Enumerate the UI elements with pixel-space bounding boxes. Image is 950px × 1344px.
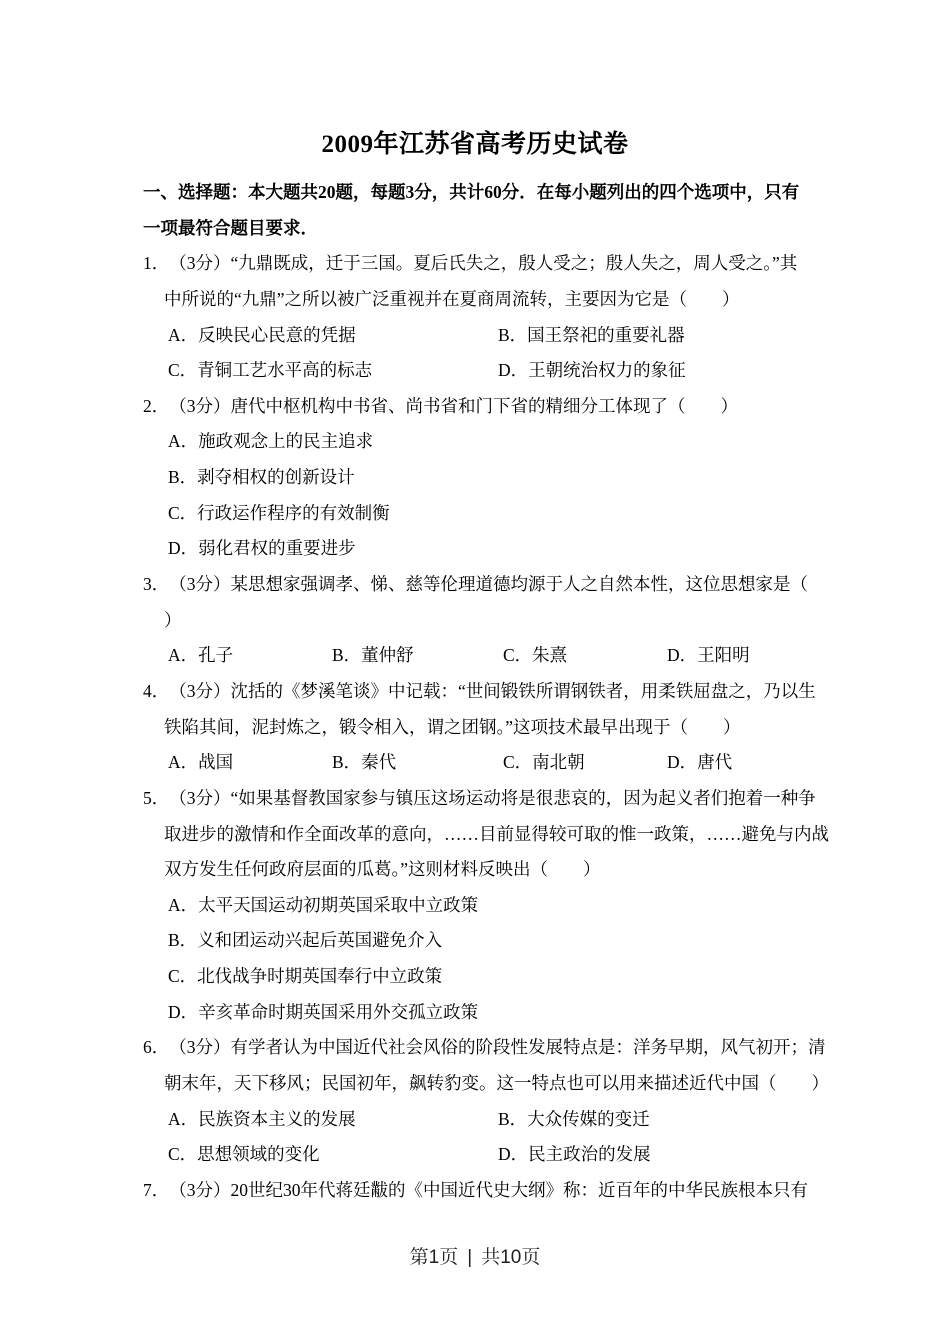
question-2-option-row-b [143,460,833,496]
question-5-option-b: B．义和团运动兴起后英国避免介入 [168,930,443,951]
question-5-stem-line-1 [143,781,833,817]
question-3-stem-line-1 [143,567,833,603]
question-3-options-row [143,638,833,674]
question-6 [143,1030,833,1173]
question-6-option-b: B．大众传媒的变迁 [498,1108,650,1129]
question-1-options-row-2 [143,353,833,389]
question-5-option-row-a [143,888,833,924]
question-6-stem-line-2: 朝末年，天下移风；民国初年，飙转豹变。这一特点也可以用来描述近代中国（ ） [164,1073,829,1094]
question-2-number: 2． [143,395,170,416]
question-5-option-row-b [143,923,833,959]
question-6-stem-text: （3分）有学者认为中国近代社会风俗的阶段性发展特点是：洋务早期，风气初开；清 [169,1037,826,1058]
question-3-number: 3． [143,574,170,595]
question-1-options-row-1 [143,318,833,354]
question-4-stem-text: （3分）沈括的《梦溪笔谈》中记载：“世间锻铁所谓钢铁者，用柔铁屈盘之，乃以生 [169,680,816,701]
question-3-stem-line-2: ） [164,609,182,630]
question-4-option-d: D．唐代 [667,752,733,773]
question-2-option-row-d [143,531,833,567]
question-4 [143,674,833,781]
section-heading-line-1: 一、选择题：本大题共20题，每题3分，共计60分．在每小题列出的四个选项中，只有 [143,182,800,202]
page-footer [0,1242,950,1269]
question-6-number: 6． [143,1037,170,1058]
question-5-stem-line-2: 取进步的激情和作全面改革的意向，……目前显得较可取的惟一政策，……避免与内战 [164,823,829,844]
question-6-option-d: D．民主政治的发展 [498,1144,651,1165]
question-5-number: 5． [143,787,170,808]
question-1-stem-line-2: 中所说的“九鼎”之所以被广泛重视并在夏商周流转，主要因为它是（ ） [164,288,740,309]
question-3-option-c: C．朱熹 [503,645,568,666]
question-7-number: 7． [143,1179,170,1200]
question-1-option-d: D．王朝统治权力的象征 [498,360,686,381]
question-1-number: 1． [143,253,170,274]
question-7-stem-line-1 [143,1173,833,1209]
question-2 [143,389,833,567]
question-2-option-row-a [143,424,833,460]
page-title: 2009年江苏省高考历史试卷 [321,131,629,158]
section-heading-line-2: 一项最符合题目要求． [143,217,318,238]
question-5-stem-text: （3分）“如果基督教国家参与镇压这场运动将是很悲哀的，因为起义者们抱着一种争 [169,787,816,808]
question-5-option-row-c [143,959,833,995]
question-2-stem-text: （3分）唐代中枢机构中书省、尚书省和门下省的精细分工体现了（ ） [169,395,738,416]
question-5-option-c: C．北伐战争时期英国奉行中立政策 [168,966,443,987]
current-page-label: 第1页 [409,1247,459,1268]
question-1-option-b: B．国王祭祀的重要礼器 [498,324,685,345]
exam-content [143,175,833,1209]
question-5 [143,781,833,1030]
question-5-stem-line-3: 双方发生任何政府层面的瓜葛。”这则材料反映出（ ） [164,859,601,880]
question-1-stem-text: （3分）“九鼎既成，迁于三国。夏后氏失之，殷人受之；殷人失之，周人受之。”其 [169,253,798,274]
question-5-option-row-d [143,995,833,1031]
question-5-option-d: D．辛亥革命时期英国采用外交孤立政策 [168,1001,479,1022]
question-3-option-a: A．孔子 [168,645,234,666]
question-2-option-row-c [143,496,833,532]
question-3-option-d: D．王阳明 [667,645,750,666]
question-3 [143,567,833,674]
question-2-option-b: B．剥夺相权的创新设计 [168,467,355,488]
question-1-stem-line-1 [143,246,833,282]
question-5-option-a: A．太平天国运动初期英国采取中立政策 [168,894,479,915]
question-1 [143,246,833,389]
question-6-options-row-1 [143,1102,833,1138]
question-2-option-c: C．行政运作程序的有效制衡 [168,502,390,523]
question-4-stem-line-2: 铁陷其间，泥封炼之，锻令相入，谓之团钢。”这项技术最早出现于（ ） [164,716,741,737]
question-4-option-a: A．战国 [168,752,234,773]
question-6-options-row-2 [143,1137,833,1173]
question-4-option-c: C．南北朝 [503,752,585,773]
total-pages-label: 共10页 [481,1247,541,1268]
question-6-stem-line-1 [143,1030,833,1066]
question-1-option-c: C．青铜工艺水平高的标志 [168,360,373,381]
question-4-stem-line-1 [143,674,833,710]
question-2-stem-line-1 [143,389,833,425]
question-3-option-b: B．董仲舒 [332,645,414,666]
question-3-stem-text: （3分）某思想家强调孝、悌、慈等伦理道德均源于人之自然本性，这位思想家是（ [169,574,808,595]
question-7 [143,1173,833,1209]
footer-separator: | [467,1247,473,1268]
question-2-option-d: D．弱化君权的重要进步 [168,538,356,559]
question-4-option-b: B．秦代 [332,752,397,773]
question-1-option-a: A．反映民心民意的凭据 [168,324,356,345]
question-4-options-row [143,745,833,781]
question-7-stem-text: （3分）20世纪30年代蒋廷黻的《中国近代史大纲》称：近百年的中华民族根本只有 [169,1179,808,1200]
question-4-number: 4． [143,680,170,701]
question-2-option-a: A．施政观念上的民主追求 [168,431,374,452]
question-6-option-c: C．思想领域的变化 [168,1144,320,1165]
question-6-option-a: A．民族资本主义的发展 [168,1108,356,1129]
